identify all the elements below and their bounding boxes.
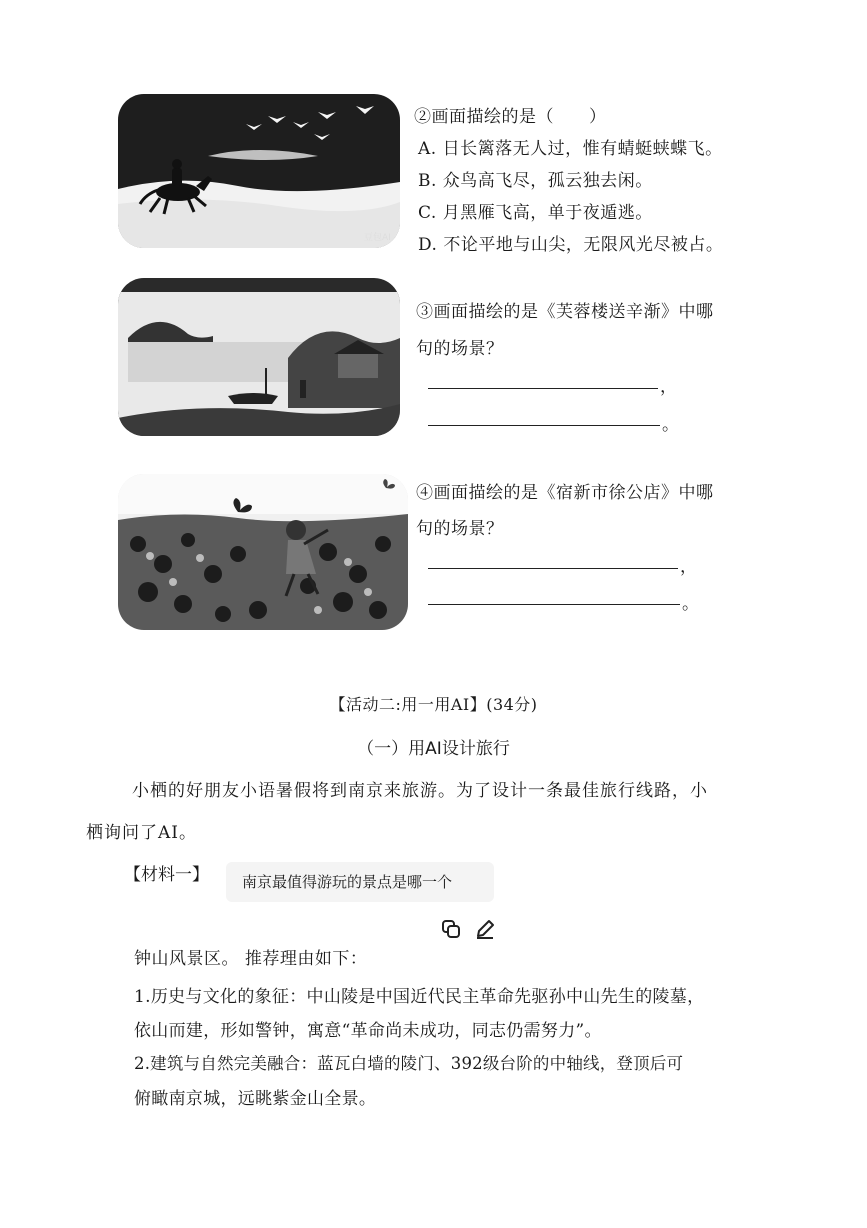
- q4-prompt-line1: ④画面描绘的是《宿新市徐公店》中哪: [416, 483, 714, 503]
- q3-answer-line-1[interactable]: [428, 388, 658, 389]
- q2-prompt: ②画面描绘的是（ ）: [414, 107, 607, 127]
- ai-query-bubble: 南京最值得游玩的景点是哪一个: [226, 862, 494, 902]
- reason-1-line-2: 依山而建，形如警钟，寓意“革命尚未成功，同志仍需努力”。: [134, 1021, 602, 1041]
- q4-answer-line-2[interactable]: [428, 604, 680, 605]
- q4-answer-comma: ，: [680, 557, 697, 577]
- q3-answer-line-2[interactable]: [428, 425, 660, 426]
- q2-option-c: C. 月黑雁飞高，单于夜遁逃。: [418, 203, 653, 223]
- reason-2-line-1: 2.建筑与自然完美融合：蓝瓦白墙的陵门、392级台阶的中轴线，登顶后可: [134, 1054, 684, 1073]
- q3-answer-period: 。: [662, 415, 679, 435]
- reason-2-line-2: 俯瞰南京城，远眺紫金山全景。: [134, 1089, 377, 1109]
- activity-subheading: （一）用AI设计旅行: [357, 739, 510, 759]
- answer-lead: 钟山风景区。 推荐理由如下：: [134, 949, 368, 969]
- activity-heading: 【活动二:用一用AI】(34分): [329, 695, 538, 714]
- intro-line-1: 小栖的好朋友小语暑假将到南京来旅游。为了设计一条最佳旅行线路，小: [132, 781, 708, 801]
- q4-answer-period: 。: [682, 594, 699, 614]
- edit-icon[interactable]: [474, 918, 496, 940]
- reason-1-line-1: 1.历史与文化的象征：中山陵是中国近代民主革命先驱孙中山先生的陵墓，: [134, 987, 705, 1007]
- q4-illustration: [118, 474, 408, 630]
- material-label: 【材料一】: [124, 865, 209, 885]
- watermark-text: 豆包AI: [364, 233, 391, 243]
- q3-prompt-line2: 句的场景？: [416, 339, 504, 359]
- q3-answer-comma: ，: [660, 377, 677, 397]
- q4-prompt-line2: 句的场景？: [416, 519, 504, 539]
- q2-option-b: B. 众鸟高飞尽，孤云独去闲。: [418, 171, 653, 191]
- q2-illustration: [118, 94, 400, 248]
- q2-option-d: D. 不论平地与山尖，无限风光尽被占。: [418, 235, 724, 255]
- q2-option-a: A. 日长篱落无人过，惟有蜻蜓蛱蝶飞。: [418, 139, 723, 159]
- q4-answer-line-1[interactable]: [428, 568, 678, 569]
- q3-prompt-line1: ③画面描绘的是《芙蓉楼送辛渐》中哪: [416, 302, 714, 322]
- q3-illustration: [118, 278, 400, 436]
- copy-icon[interactable]: [440, 918, 462, 940]
- intro-line-2: 栖询问了AI。: [86, 823, 197, 843]
